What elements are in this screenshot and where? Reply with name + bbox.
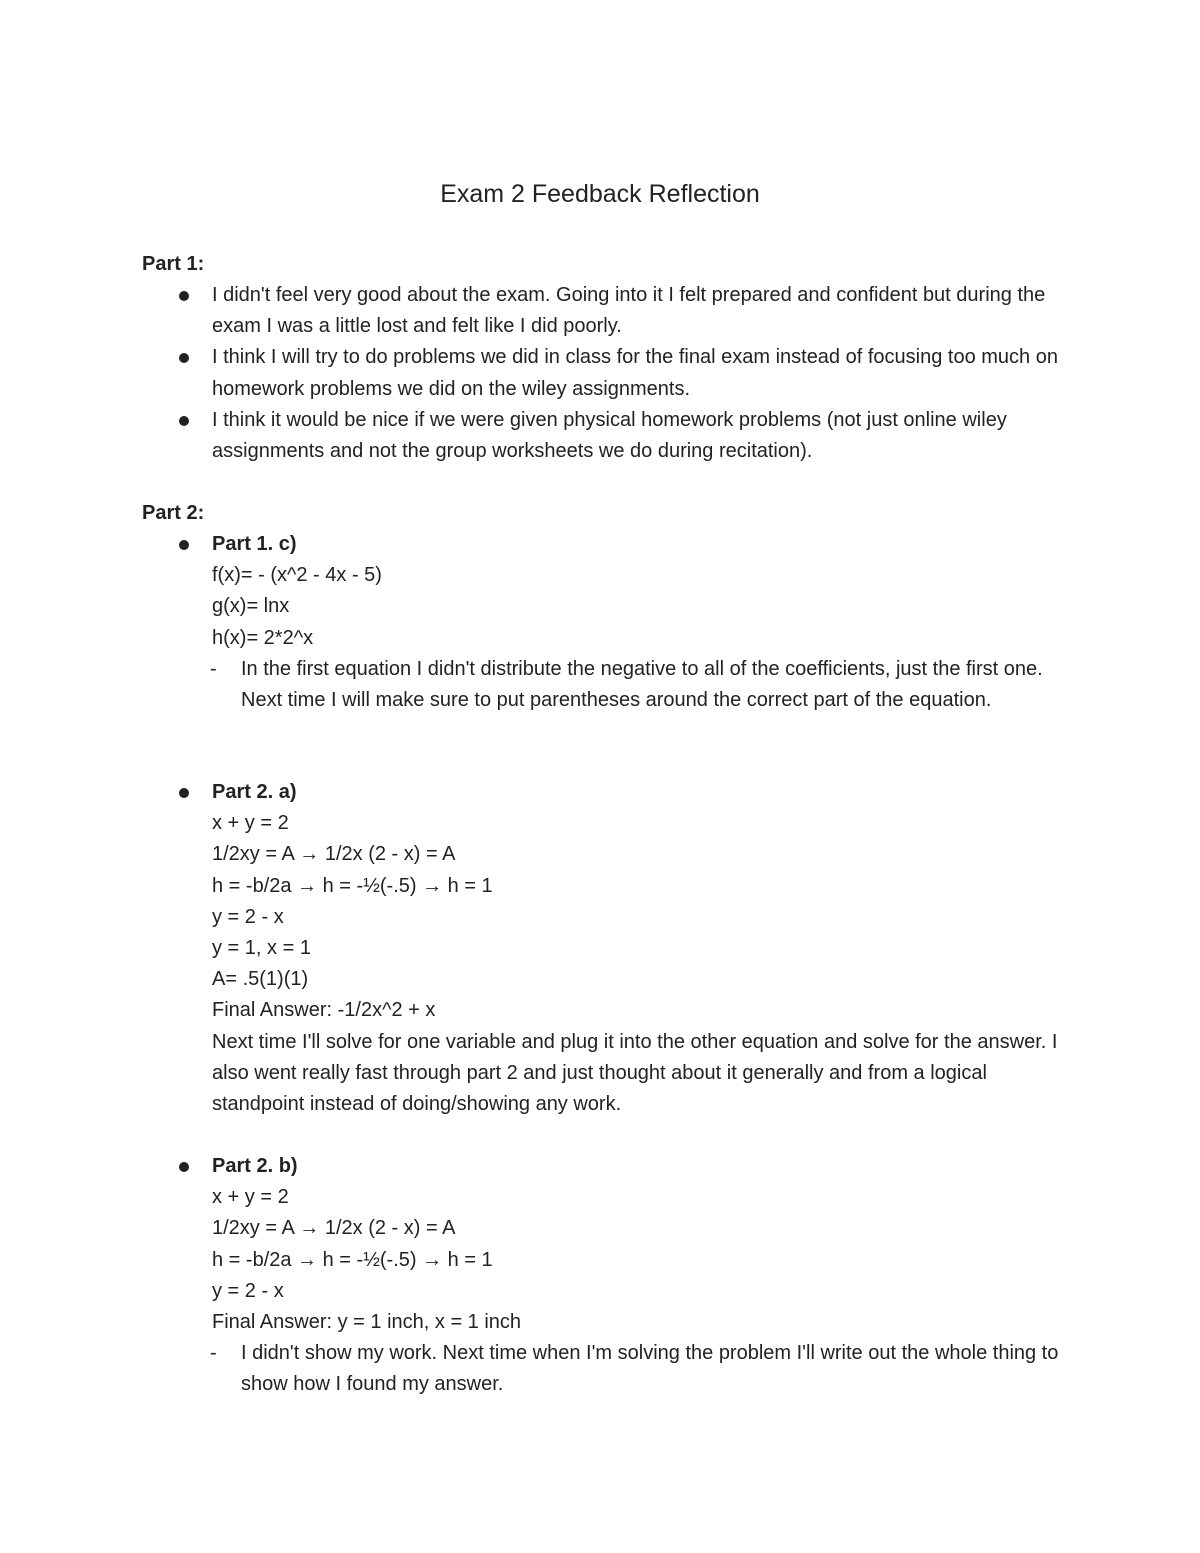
- part2-item-part2a: [170, 777, 1080, 1120]
- part1-heading: Part 1:: [142, 253, 205, 275]
- equation-line: A= .5(1)(1): [212, 968, 309, 991]
- item-heading: Part 1. c): [212, 533, 297, 555]
- equation-line: 1/2xy = A → 1/2x (2 - x) = A: [212, 1217, 456, 1240]
- bullet-dot-icon: [179, 1162, 189, 1172]
- bullet-text: I think it would be nice if we were given physical homework problems (not just online wiley assignments and not the group worksheets we do during recitation).: [212, 408, 1007, 463]
- list-item: [170, 342, 1080, 404]
- item-heading: Part 2. a): [212, 781, 297, 803]
- bullet-dot-icon: [179, 540, 189, 550]
- list-item: [170, 1151, 1080, 1401]
- equation-line: y = 2 - x: [212, 1279, 284, 1302]
- part2-item-part2b: [170, 1151, 1080, 1401]
- list-item: [170, 280, 1080, 342]
- list-item: [170, 777, 1080, 1120]
- equation-line: h(x)= 2*2^x: [212, 626, 314, 649]
- list-item: [170, 405, 1080, 467]
- equation-line: y = 2 - x: [212, 905, 284, 928]
- list-item: [170, 529, 1080, 716]
- equation-line: 1/2xy = A → 1/2x (2 - x) = A: [212, 843, 456, 866]
- item-heading: Part 2. b): [212, 1155, 298, 1177]
- part1-bullet-list: [170, 280, 1080, 467]
- note-text: In the first equation I didn't distribute the negative to all of the coefficients, just the first one. Next time I will make sure to put parentheses around the correct part of the equation.: [241, 657, 1043, 712]
- part2-item-part1c: [170, 529, 1080, 716]
- bullet-dot-icon: [179, 788, 189, 798]
- document-title: Exam 2 Feedback Reflection: [440, 180, 760, 208]
- equation-line: x + y = 2: [212, 812, 289, 835]
- dash-marker: -: [210, 1342, 217, 1365]
- equation-line: h = -b/2a → h = -½(-.5) → h = 1: [212, 1248, 493, 1271]
- bullet-dot-icon: [179, 353, 189, 363]
- equation-line: f(x)= - (x^2 - 4x - 5): [212, 564, 382, 587]
- equation-line: g(x)= lnx: [212, 595, 290, 618]
- equation-line: x + y = 2: [212, 1186, 289, 1209]
- bullet-text: I think I will try to do problems we did in class for the final exam instead of focusing too much on homework problems we did on the wiley assignments.: [212, 346, 1058, 400]
- reflection-paragraph: Next time I'll solve for one variable and plug it into the other equation and solve for the answer. I also went really fast through part 2 and just thought about it generally and from a logical standpoint instead of doing/showing any work.: [212, 1030, 1058, 1116]
- bullet-dot-icon: [179, 416, 189, 426]
- equation-line: Final Answer: -1/2x^2 + x: [212, 999, 436, 1022]
- dash-marker: -: [210, 657, 217, 680]
- dash-note: [170, 654, 1080, 716]
- part2-heading: Part 2:: [142, 502, 205, 524]
- bullet-dot-icon: [179, 291, 189, 301]
- bullet-text: I didn't feel very good about the exam. Going into it I felt prepared and confident but during the exam I was a little lost and felt like I did poorly.: [212, 284, 1046, 338]
- equation-line: Final Answer: y = 1 inch, x = 1 inch: [212, 1311, 522, 1334]
- equation-line: h = -b/2a → h = -½(-.5) → h = 1: [212, 874, 493, 897]
- note-text: I didn't show my work. Next time when I'm solving the problem I'll write out the whole thing to show how I found my answer.: [241, 1342, 1059, 1396]
- equation-line: y = 1, x = 1: [212, 937, 311, 960]
- dash-note: [170, 1338, 1080, 1400]
